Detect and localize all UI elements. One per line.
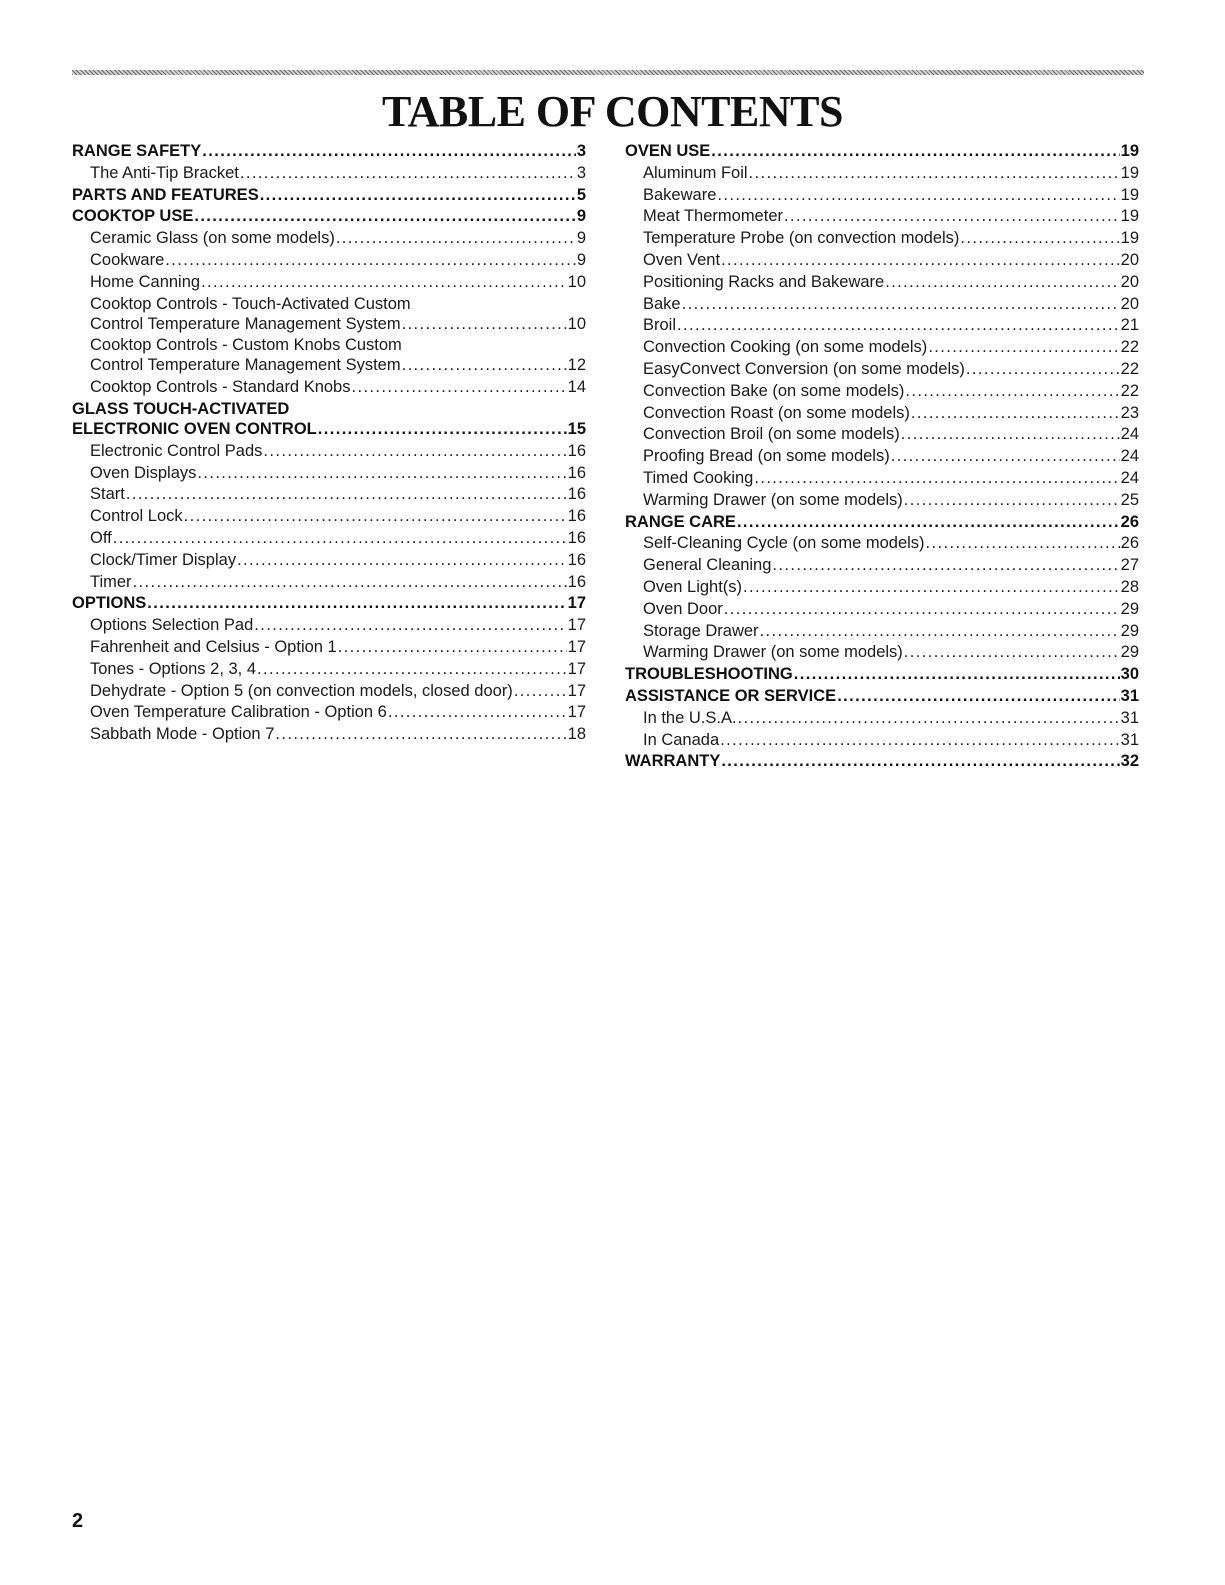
toc-item-oven-vent[interactable]: Oven Vent ..... 20 (625, 250, 1139, 272)
toc-item-general-cleaning[interactable]: General Cleaning ..... 27 (625, 555, 1139, 577)
page-title: TABLE OF CONTENTS (382, 87, 843, 136)
toc-item-timed-cooking[interactable]: Timed Cooking ..... 24 (625, 468, 1139, 490)
toc-section-range-safety[interactable]: RANGE SAFETY ..... 3 (72, 141, 586, 163)
toc-item-canada[interactable]: In Canada ..... 31 (625, 730, 1139, 752)
toc-item-positioning-racks[interactable]: Positioning Racks and Bakeware ..... 20 (625, 272, 1139, 294)
toc-item-convection-roast[interactable]: Convection Roast (on some models) ..... 23 (625, 403, 1139, 425)
toc-item-anti-tip[interactable]: The Anti-Tip Bracket ..... 3 (72, 163, 586, 185)
toc-item-options-pad[interactable]: Options Selection Pad ..... 17 (72, 615, 586, 637)
toc-item-start[interactable]: Start ..... 16 (72, 484, 586, 506)
toc-item-standard-knobs[interactable]: Cooktop Controls - Standard Knobs ..... 14 (72, 377, 586, 399)
toc-item-oven-door[interactable]: Oven Door ..... 29 (625, 599, 1139, 621)
toc-item-temp-probe[interactable]: Temperature Probe (on convection models) ..... 19 (625, 228, 1139, 250)
toc-item-bakeware[interactable]: Bakeware ..... 19 (625, 185, 1139, 207)
toc-item-ceramic-glass[interactable]: Ceramic Glass (on some models) ..... 9 (72, 228, 586, 250)
toc-item-aluminum-foil[interactable]: Aluminum Foil ..... 19 (625, 163, 1139, 185)
toc-item-convection-broil[interactable]: Convection Broil (on some models) ..... 24 (625, 424, 1139, 446)
toc-item-proofing-bread[interactable]: Proofing Bread (on some models) ..... 24 (625, 446, 1139, 468)
toc-item-cookware[interactable]: Cookware ..... 9 (72, 250, 586, 272)
toc-item-clock-timer[interactable]: Clock/Timer Display ..... 16 (72, 550, 586, 572)
toc-item-touch-controls[interactable]: Cooktop Controls - Touch-Activated Custom Control Temperature Management System ..... 10 (72, 294, 586, 336)
toc-section-range-care[interactable]: RANGE CARE ..... 26 (625, 512, 1139, 534)
toc-item-storage-drawer[interactable]: Storage Drawer ..... 29 (625, 621, 1139, 643)
toc-item-tones[interactable]: Tones - Options 2, 3, 4 ..... 17 (72, 659, 586, 681)
toc-item-convection-bake[interactable]: Convection Bake (on some models) ..... 22 (625, 381, 1139, 403)
toc-item-warming-drawer-care[interactable]: Warming Drawer (on some models) ..... 29 (625, 642, 1139, 664)
toc-item-off[interactable]: Off ..... 16 (72, 528, 586, 550)
page-number: 2 (72, 1510, 84, 1532)
toc-right-column (625, 141, 1139, 773)
toc-section-warranty[interactable]: WARRANTY ..... 32 (625, 751, 1139, 773)
toc-section-cooktop-use[interactable]: COOKTOP USE ..... 9 (72, 206, 586, 228)
toc-item-self-cleaning[interactable]: Self-Cleaning Cycle (on some models) ..... 26 (625, 533, 1139, 555)
toc-item-bake[interactable]: Bake ..... 20 (625, 294, 1139, 316)
toc-item-control-pads[interactable]: Electronic Control Pads ..... 16 (72, 441, 586, 463)
toc-item-dehydrate[interactable]: Dehydrate - Option 5 (on convection models, closed door) ..... 17 (72, 681, 586, 703)
toc-item-sabbath[interactable]: Sabbath Mode - Option 7 ..... 18 (72, 724, 586, 746)
toc-left-column (72, 141, 586, 746)
toc-item-knob-controls[interactable]: Cooktop Controls - Custom Knobs Custom Control Temperature Management System ..... 12 (72, 335, 586, 377)
toc-section-options[interactable]: OPTIONS ..... 17 (72, 593, 586, 615)
toc-section-parts-features[interactable]: PARTS AND FEATURES ..... 5 (72, 185, 586, 207)
toc-item-warming-drawer-use[interactable]: Warming Drawer (on some models) ..... 25 (625, 490, 1139, 512)
toc-section-glass-touch[interactable]: GLASS TOUCH-ACTIVATED ELECTRONIC OVEN CONTROL ..... 15 (72, 399, 586, 441)
top-rule (72, 70, 1144, 75)
toc-section-assistance[interactable]: ASSISTANCE OR SERVICE ..... 31 (625, 686, 1139, 708)
toc-item-meat-thermometer[interactable]: Meat Thermometer ..... 19 (625, 206, 1139, 228)
toc-item-timer[interactable]: Timer ..... 16 (72, 572, 586, 594)
toc-item-usa[interactable]: In the U.S.A. ..... 31 (625, 708, 1139, 730)
toc-section-oven-use[interactable]: OVEN USE ..... 19 (625, 141, 1139, 163)
toc-item-broil[interactable]: Broil ..... 21 (625, 315, 1139, 337)
toc-item-easyconvect[interactable]: EasyConvect Conversion (on some models) ..... 22 (625, 359, 1139, 381)
toc-item-control-lock[interactable]: Control Lock ..... 16 (72, 506, 586, 528)
toc-section-troubleshooting[interactable]: TROUBLESHOOTING ..... 30 (625, 664, 1139, 686)
toc-item-calibration[interactable]: Oven Temperature Calibration - Option 6 ..... 17 (72, 702, 586, 724)
toc-item-fahrenheit[interactable]: Fahrenheit and Celsius - Option 1 ..... 17 (72, 637, 586, 659)
toc-item-oven-lights[interactable]: Oven Light(s) ..... 28 (625, 577, 1139, 599)
toc-item-home-canning[interactable]: Home Canning ..... 10 (72, 272, 586, 294)
toc-item-oven-displays[interactable]: Oven Displays ..... 16 (72, 463, 586, 485)
toc-item-convection-cooking[interactable]: Convection Cooking (on some models) ..... 22 (625, 337, 1139, 359)
